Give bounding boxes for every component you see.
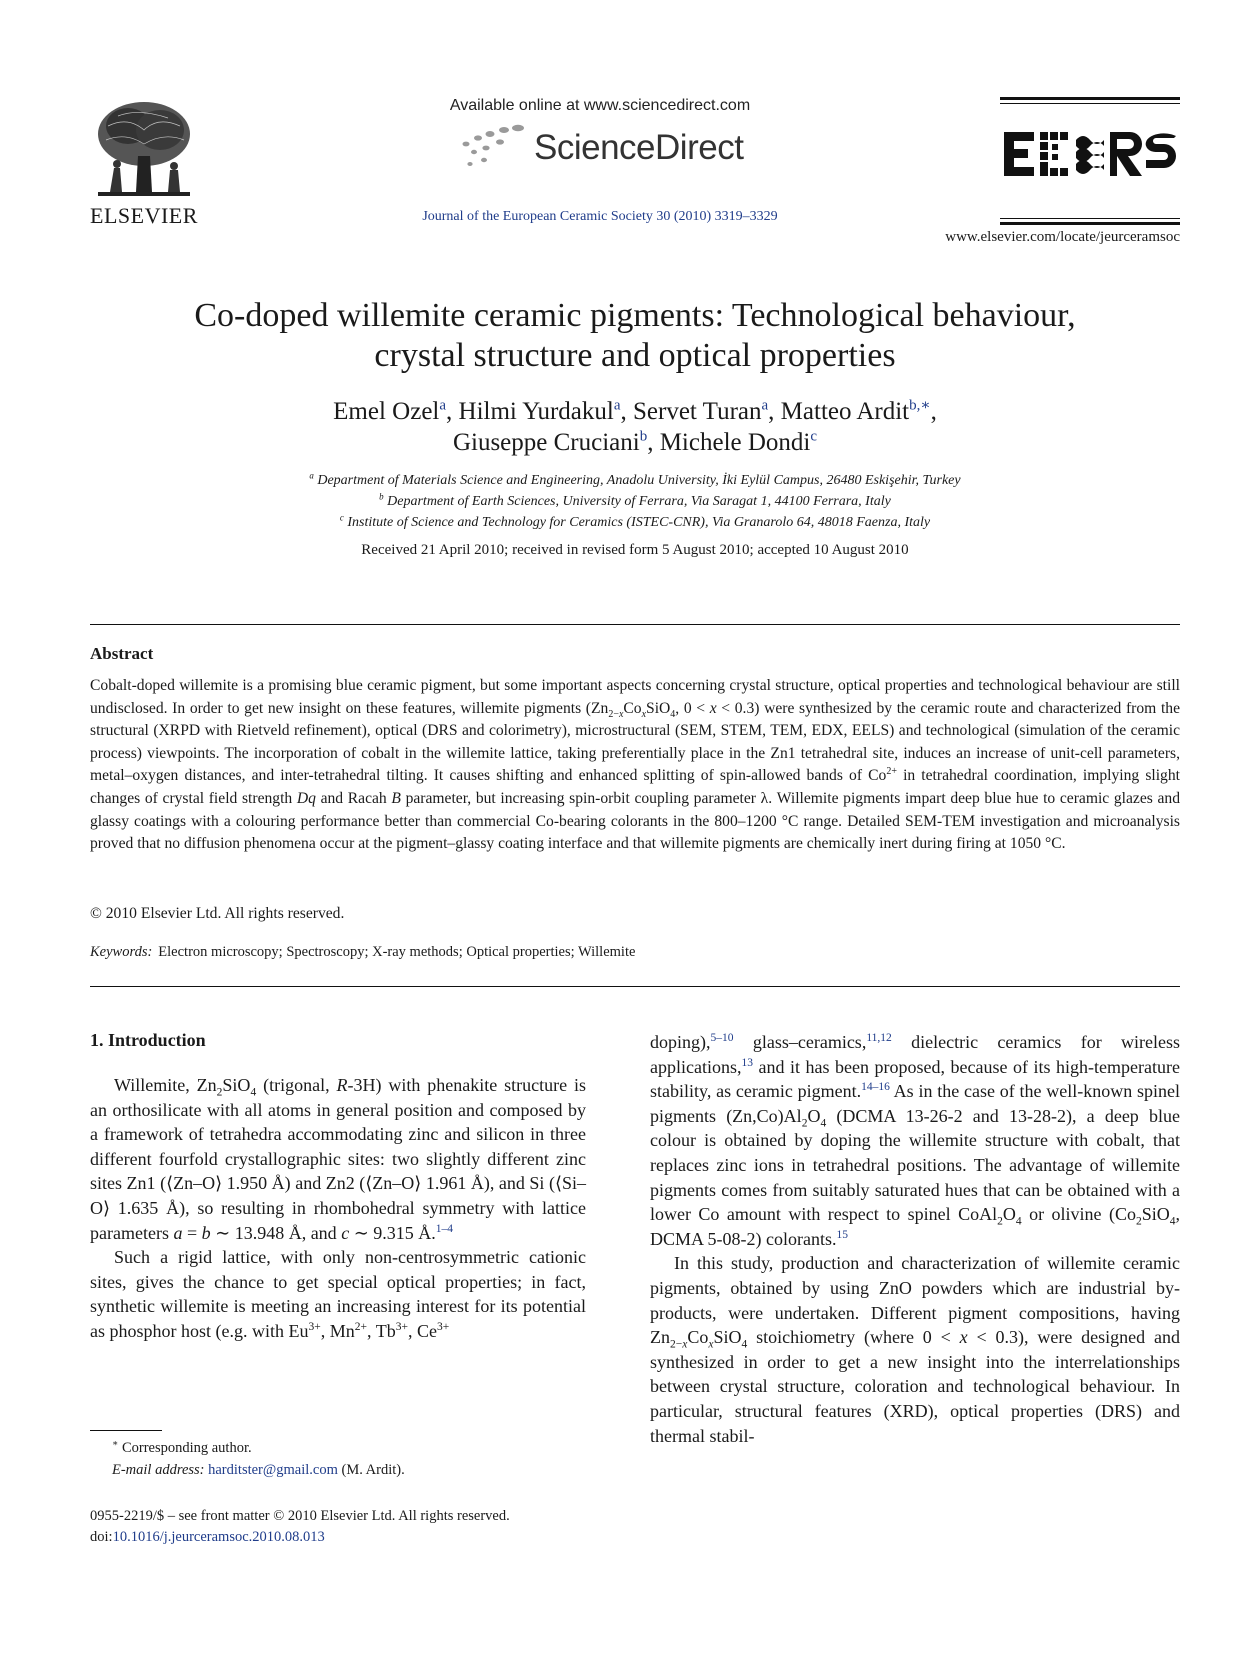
affiliation: $^a$ Department of Materials Science and Engineering, Anadolu University, İki Eylül Campus, 26480 Eskişehir, Turkey [309,470,961,488]
sciencedirect-dots-icon [458,122,534,170]
body-column-left [90,1073,586,1344]
paragraph: Willemite, $Zn_2SiO_4$ (trigonal, R-3H) with phenakite structure is an orthosilicate with all atoms in general position and composed by a framework of tetrahedra accommodating zinc and silicon in three different fourfold crystallographic sites: two slightly different zinc sites Zn1 (⟨Zn–O⟩ 1.950 Å) and Zn2 (⟨Zn–O⟩ 1.961 Å), and Si (⟨Si–O⟩ 1.635 Å), so resulting in rhombohedral symmetry with lattice parameters a = b ∼ 13.948 Å, and c ∼ 9.315 Å.$^{1-4}$ [90,1075,587,1243]
header-rule [1000,218,1180,219]
affiliation-list [90,470,1180,533]
author-name: Matteo Ardit [780,398,910,425]
keywords-label: Keywords: [90,944,153,960]
paragraph: doping),$^{5-10}$ glass–ceramics,$^{11,12}$ dielectric ceramics for wireless applications,$^{13}$ and it has been proposed, because of its high-temperature stability, as ceramic pigment.$^{14-16}$ As in the case of the well-known spinel pigments $(Zn,Co)Al_2O_4$ (DCMA 13-26-2 and 13-28-2), a deep blue colour is obtained by doping the willemite structure with cobalt, that replaces zinc ions in tetrahedral positions. The advantage of willemite pigments comes from suitably saturated hues that can be obtained with a lower Co amount with respect to spinel $CoAl_2O_4$ or olivine ($Co_2SiO_4$, DCMA 5-08-2) colorants.$^{15}$ [650,1032,1180,1249]
title-line: crystal structure and optical properties [374,337,896,374]
affiliation-mark[interactable]: a [613,397,621,414]
affiliation: $^c$ Institute of Science and Technology for Ceramics (ISTEC-CNR), Via Granarolo 64, 48018 Faenza, Italy [339,512,931,530]
section-heading: 1. Introduction [90,1030,206,1050]
journal-citation-link[interactable]: Journal of the European Ceramic Society 30 (2010) 3319–3329 [422,209,778,224]
journal-url: www.elsevier.com/locate/jeurceramsoc [945,229,1180,245]
doi-link[interactable]: 10.1016/j.jeurceramsoc.2010.08.013 [112,1529,325,1545]
author-name: Giuseppe Cruciani [452,429,640,456]
article-title [90,296,1180,376]
author-name: Emel Ozel [333,398,440,425]
keywords [90,944,635,961]
title-line: Co-doped willemite ceramic pigments: Technological behaviour, [194,297,1076,334]
author-name: Hilmi Yurdakul [458,398,614,425]
elsevier-tree-logo [88,96,200,202]
section-rule [90,986,1180,987]
author-name: Michele Dondi [659,429,811,456]
footnote: ∗ Corresponding author. E-mail address: harditster@gmail.com (M. Ardit). [112,1439,405,1478]
footnote-mark: ∗ [112,1439,119,1450]
issn-line: 0955-2219/$ – see front matter © 2010 Elsevier Ltd. All rights reserved. [90,1508,510,1524]
affiliation-mark[interactable]: b [639,428,648,445]
front-matter [90,1506,510,1548]
author-list: Emel Ozel$^a$, Hilmi Yurdakul$^a$, Servet Turan$^a$, Matteo Ardit$^{b,∗}$, Giuseppe Cruciani$^b$, Michele Dondi$^c$ [333,397,937,456]
email-label: E-mail address: [112,1462,205,1478]
affiliation: $^b$ Department of Earth Sciences, University of Ferrara, Via Saragat 1, 44100 Ferrara, Italy [379,491,891,509]
sciencedirect-wordmark: ScienceDirect [534,128,744,167]
abstract-text: Cobalt-doped willemite is a promising blue ceramic pigment, but some important aspects concerning crystal structure, optical properties and technological behaviour are still undisclosed. In order to get new insight on these features, willemite pigments ($Zn_{2-x}Co_xSiO_4$, 0 < x < 0.3) were synthesized by the ceramic route and characterized from the structural (XRPD with Rietveld refinement), optical (DRS and colorimetry), microstructural (SEM, STEM, TEM, EDX, EELS) and technological (simulation of the ceramic process) viewpoints. The incorporation of cobalt in the willemite lattice, taking preferentially place in the Zn1 tetrahedral site, induces an increase of unit-cell parameters, metal–oxygen distances, and inter-tetrahedral tilting. It causes shifting and enhanced splitting of spin-allowed bands of $Co^{2+}$ in tetrahedral coordination, implying slight changes of crystal field strength Dq and Racah B parameter, but increasing spin-orbit coupling parameter λ. Willemite pigments impart deep blue hue to ceramic glazes and glassy coatings with a colouring performance better than commercial Co-bearing colorants in the 800–1200 °C range. Detailed SEM-TEM investigation and microanalysis proved that no diffusion phenomena occur at the pigment–glassy coating interface and that willemite pigments are chemically inert during firing at 1050 °C. [90,677,1181,853]
header-rule [1000,97,1180,100]
ecers-society-logo [1000,128,1180,180]
author-name: Servet Turan [633,398,762,425]
paragraph: In this study, production and characterization of willemite ceramic pigments, obtained by using ZnO powders which are industrial by-products, were undertaken. Different pigment compositions, having $Zn_{2-x}Co_xSiO_4$ stoichiometry (where 0 < x < 0.3), were designed and synthesized in order to get a new insight into the interrelationships between crystal structure, coloration and technological behaviour. In particular, structural features (XRD), optical properties (DRS) and thermal stabil- [650,1253,1180,1446]
keywords-list: Electron microscopy; Spectroscopy; X-ray methods; Optical properties; Willemite [158,944,636,960]
abstract-heading: Abstract [90,644,154,663]
affiliation-mark[interactable]: a [439,397,447,414]
section-rule [90,624,1180,625]
copyright-line: © 2010 Elsevier Ltd. All rights reserved. [90,905,345,922]
affiliation-mark[interactable]: b,∗ [909,397,931,414]
body-column-right [650,1030,1180,1448]
publisher-wordmark: ELSEVIER [90,203,198,228]
affiliation-mark[interactable]: c [810,428,818,445]
email-link[interactable]: harditster@gmail.com [208,1462,338,1478]
received-dates: Received 21 April 2010; received in revised form 5 August 2010; accepted 10 August 2010 [361,542,909,558]
paragraph: Such a rigid lattice, with only non-centrosymmetric cationic sites, gives the chance to get special optical properties; in fact, synthetic willemite is meeting an increasing interest for its potential as phosphor host (e.g. with $Eu^{3+}$, $Mn^{2+}$, $Tb^{3+}$, $Ce^{3+}$ [90,1247,586,1341]
doi-line: doi:10.1016/j.jeurceramsoc.2010.08.013 [90,1529,325,1545]
footnote-rule [90,1430,162,1431]
header-rule [1000,103,1180,104]
header-rule [1000,222,1180,225]
available-online-text: Available online at www.sciencedirect.com [449,97,751,114]
affiliation-mark[interactable]: a [761,397,769,414]
